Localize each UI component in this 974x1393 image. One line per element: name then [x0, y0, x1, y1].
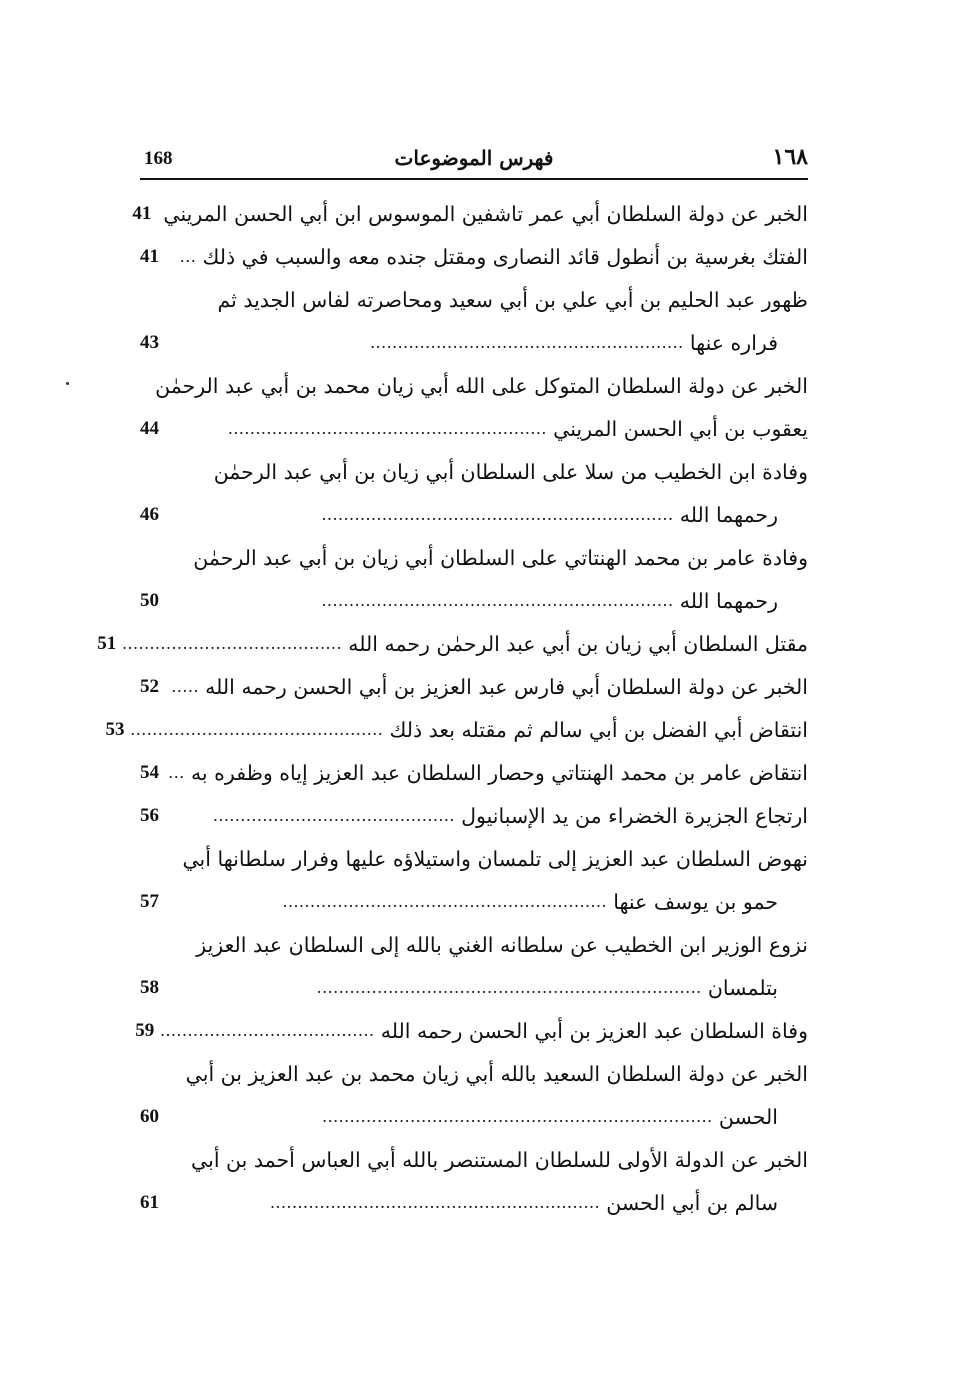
toc-page-number: 56	[140, 804, 159, 826]
dot-leader: .......................................	[160, 1020, 375, 1040]
dot-leader: ................................................................	[321, 590, 674, 610]
dot-leader: ...	[168, 762, 185, 782]
toc-entry-text: الخبر عن الدولة الأولى للسلطان المستنصر بالله أبي العباس أحمد بن أبي	[191, 1147, 808, 1172]
toc-page-number: 41	[132, 202, 152, 224]
toc-line	[140, 966, 808, 1009]
table-of-contents	[97, 192, 808, 1224]
page-header	[140, 138, 808, 180]
toc-line	[140, 837, 808, 880]
dot-leader: ................................................................	[321, 504, 674, 524]
toc-entry-text: الخبر عن دولة السلطان أبي عمر تاشفين الموسوس ابن أبي الحسن المريني	[163, 201, 808, 226]
toc-page-number: 57	[140, 890, 159, 912]
page-number-latin: 168	[144, 148, 173, 169]
dot-leader: .........................................................	[370, 332, 684, 352]
page-title: فهرس الموضوعات	[394, 146, 554, 170]
toc-line	[140, 1052, 808, 1095]
toc-line	[140, 751, 808, 794]
page-number-arabic: ١٦٨	[772, 144, 808, 170]
dot-leader: ............................................................	[270, 1192, 601, 1212]
toc-page-number: 46	[140, 503, 159, 525]
toc-entry-text: وفادة عامر بن محمد الهنتاتي على السلطان أبي زيان بن أبي عبد الرحمٰن	[193, 545, 808, 570]
toc-entry-text: الخبر عن دولة السلطان السعيد بالله أبي زيان محمد بن عبد العزيز بن أبي	[185, 1061, 808, 1086]
dot-leader: .....	[171, 676, 200, 696]
toc-entry-text: وفادة ابن الخطيب من سلا على السلطان أبي زيان بن أبي عبد الرحمٰن	[213, 459, 808, 484]
scan-speck	[66, 382, 69, 385]
toc-entry-text: سالم بن أبي الحسن	[606, 1190, 778, 1215]
toc-line	[140, 880, 808, 923]
toc-entry-text: الخبر عن دولة السلطان المتوكل على الله أبي زيان محمد بن أبي عبد الرحمٰن	[155, 373, 808, 398]
toc-entry-text: حمو بن يوسف عنها	[613, 889, 778, 914]
toc-line	[105, 708, 808, 751]
toc-line	[140, 579, 808, 622]
toc-entry-text: انتقاض عامر بن محمد الهنتاتي وحصار السلطان عبد العزيز إياه وظفره به	[190, 760, 808, 785]
toc-line	[140, 1181, 808, 1224]
toc-page-number: 61	[140, 1191, 159, 1213]
dot-leader: ..........................................................	[228, 418, 548, 438]
toc-line	[140, 665, 808, 708]
toc-line	[140, 923, 808, 966]
toc-page-number: 59	[135, 1019, 155, 1041]
toc-entry-text: نزوع الوزير ابن الخطيب عن سلطانه الغني بالله إلى السلطان عبد العزيز	[196, 932, 808, 957]
toc-line	[140, 364, 808, 407]
toc-line	[97, 622, 808, 665]
toc-entry-text: نهوض السلطان عبد العزيز إلى تلمسان واستيلاؤه عليها وفرار سلطانها أبي	[182, 846, 808, 871]
toc-line	[140, 278, 808, 321]
dot-leader: ...........................................................	[282, 891, 608, 911]
toc-entry-text: رحمهما الله	[679, 588, 778, 613]
toc-page-number: 43	[140, 331, 159, 353]
toc-page-number: 60	[140, 1105, 159, 1127]
toc-line	[140, 450, 808, 493]
toc-entry-text: الحسن	[718, 1104, 778, 1129]
toc-entry-text: بتلمسان	[707, 975, 778, 1000]
dot-leader: ............................................	[213, 805, 456, 825]
dot-leader: ........................................	[122, 633, 343, 653]
toc-line	[140, 407, 808, 450]
toc-page-number: 44	[140, 417, 159, 439]
toc-page-number: 54	[140, 761, 159, 783]
toc-entry-text: الفتك بغرسية بن أنطول قائد النصارى ومقتل جنده معه والسبب في ذلك	[202, 244, 808, 269]
toc-page-number: 53	[105, 718, 125, 740]
toc-entry-text: رحمهما الله	[679, 502, 778, 527]
toc-line	[135, 1009, 808, 1052]
toc-entry-text: الخبر عن دولة السلطان أبي فارس عبد العزيز بن أبي الحسن رحمه الله	[205, 674, 808, 699]
toc-entry-text: ارتجاع الجزيرة الخضراء من يد الإسبانيول	[461, 803, 808, 828]
toc-line	[140, 794, 808, 837]
toc-line	[140, 321, 808, 364]
toc-line	[140, 493, 808, 536]
toc-line	[140, 1138, 808, 1181]
toc-line	[140, 536, 808, 579]
dot-leader: ......................................................................	[316, 977, 702, 997]
dot-leader: .......................................................................	[322, 1106, 713, 1126]
toc-page-number: 50	[140, 589, 159, 611]
toc-page-number: 51	[97, 632, 117, 654]
toc-entry-text: فراره عنها	[689, 330, 778, 355]
dot-leader: ...	[179, 246, 197, 266]
toc-entry-text: انتقاض أبي الفضل بن أبي سالم ثم مقتله بعد ذلك	[389, 717, 808, 742]
toc-page-number: 41	[140, 245, 159, 267]
toc-line	[140, 1095, 808, 1138]
toc-line	[132, 192, 808, 235]
dot-leader: ..............................................	[130, 719, 384, 739]
toc-entry-text: وفاة السلطان عبد العزيز بن أبي الحسن رحمه الله	[380, 1018, 808, 1043]
toc-page-number: 52	[140, 675, 159, 697]
toc-entry-text: مقتل السلطان أبي زيان بن أبي عبد الرحمٰن رحمه الله	[348, 631, 808, 656]
toc-page-number: 58	[140, 976, 159, 998]
toc-entry-text: ظهور عبد الحليم بن أبي علي بن أبي سعيد ومحاصرته لفاس الجديد ثم	[217, 287, 808, 312]
toc-entry-text: يعقوب بن أبي الحسن المريني	[553, 416, 808, 441]
toc-line	[140, 235, 808, 278]
